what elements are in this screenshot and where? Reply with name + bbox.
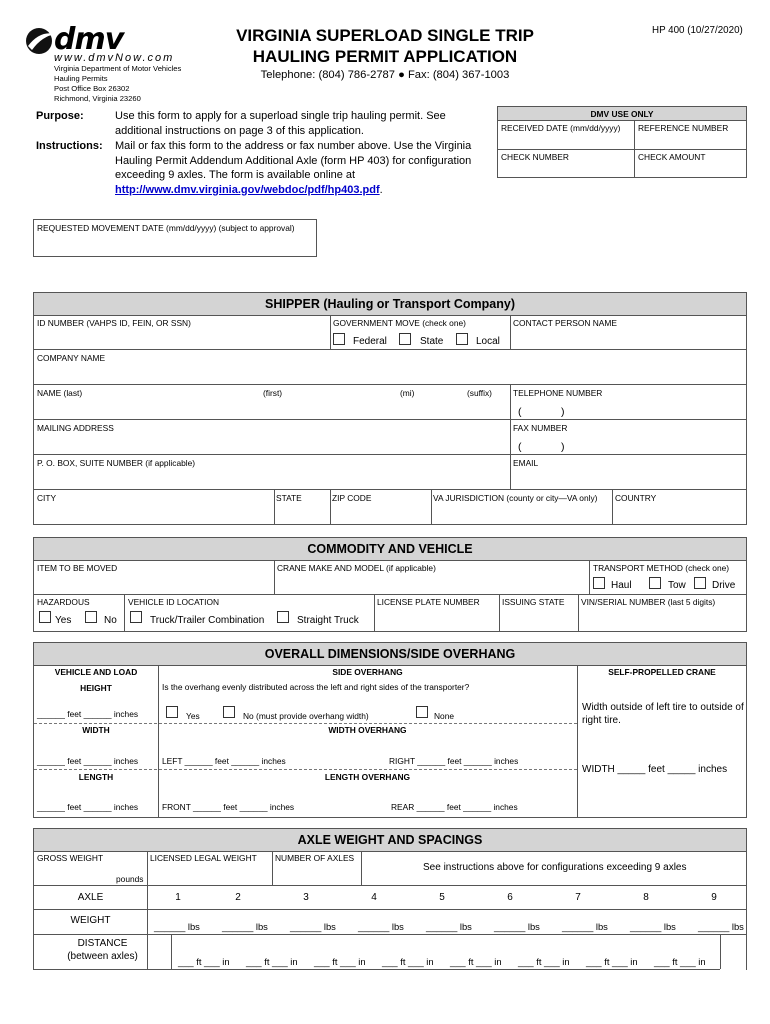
hazardous-yes-checkbox[interactable]	[39, 611, 51, 623]
contact-phone-fax: Telephone: (804) 786-2787 ● Fax: (804) 367-1003	[260, 69, 510, 81]
crane-make-model-field[interactable]: CRANE MAKE AND MODEL (if applicable)	[277, 563, 436, 573]
fax-paren-close: )	[561, 441, 565, 453]
hazardous-yes-label: Yes	[55, 615, 72, 626]
crane-width-desc-line2: right tire.	[582, 715, 621, 726]
state-field[interactable]: STATE	[276, 493, 302, 503]
axle-row-label: AXLE	[77, 892, 104, 903]
axle-distance-entry[interactable]: ___ ft ___ in	[654, 956, 706, 967]
form-title	[200, 25, 570, 67]
overhang-yes-checkbox[interactable]	[166, 706, 178, 718]
axle-section-title: AXLE WEIGHT AND SPACINGS	[33, 828, 747, 852]
city-field[interactable]: CITY	[37, 493, 57, 503]
purpose-line2: additional instructions on page 3 of this application.	[115, 124, 364, 137]
distance-label-line2: (between axles)	[67, 951, 138, 962]
front-overhang-entry[interactable]: FRONT ______ feet ______ inches	[162, 802, 295, 812]
truck-trailer-checkbox[interactable]	[130, 611, 142, 623]
check-amount-field[interactable]: CHECK AMOUNT	[638, 152, 706, 162]
hp403-link[interactable]: http://www.dmv.virginia.gov/webdoc/pdf/hp403.pdf	[115, 183, 380, 196]
va-jurisdiction-field[interactable]: VA JURISDICTION (county or city—VA only)	[433, 493, 598, 503]
dmv-swoosh-icon	[24, 26, 58, 56]
overhang-no-checkbox[interactable]	[223, 706, 235, 718]
self-propelled-crane-label: SELF-PROPELLED CRANE	[608, 667, 716, 677]
haul-checkbox[interactable]	[593, 577, 605, 589]
purpose-text	[115, 109, 446, 138]
dmv-logo-text: dmv	[54, 22, 124, 57]
license-plate-field[interactable]: LICENSE PLATE NUMBER	[377, 597, 480, 607]
transport-method-label: TRANSPORT METHOD (check one)	[593, 563, 730, 573]
name-first-field[interactable]: (first)	[263, 388, 283, 398]
tow-label: Tow	[668, 580, 686, 591]
axle-number: 1	[175, 892, 181, 903]
local-checkbox[interactable]	[456, 333, 468, 345]
axle-weight-entry[interactable]: ______ lbs	[562, 921, 608, 932]
state-label: State	[420, 336, 444, 347]
instructions-text	[115, 139, 471, 197]
vin-serial-field[interactable]: VIN/SERIAL NUMBER (last 5 digits)	[581, 597, 716, 607]
length-overhang-label: LENGTH OVERHANG	[324, 772, 411, 782]
form-title-line1: VIRGINIA SUPERLOAD SINGLE TRIP	[236, 26, 534, 45]
crane-width-description	[582, 701, 744, 727]
width-label: WIDTH	[82, 725, 110, 735]
length-entry[interactable]: ______ feet ______ inches	[37, 802, 139, 812]
id-number-field[interactable]: ID NUMBER (VAHPS ID, FEIN, OR SSN)	[37, 318, 191, 328]
distance-row-label	[34, 937, 171, 963]
drive-checkbox[interactable]	[694, 577, 706, 589]
telephone-field[interactable]: TELEPHONE NUMBER	[513, 388, 603, 398]
name-suffix-field[interactable]: (suffix)	[467, 388, 492, 398]
pobox-field[interactable]: P. O. BOX, SUITE NUMBER (if applicable)	[37, 458, 196, 468]
dimensions-section-title: OVERALL DIMENSIONS/SIDE OVERHANG	[33, 642, 747, 666]
zip-code-field[interactable]: ZIP CODE	[332, 493, 372, 503]
length-label: LENGTH	[78, 772, 114, 782]
axle-weight-entry[interactable]: ______ lbs	[494, 921, 540, 932]
haul-label: Haul	[611, 580, 632, 591]
axle-weight-entry[interactable]: ______ lbs	[698, 921, 744, 932]
hazardous-no-checkbox[interactable]	[85, 611, 97, 623]
straight-truck-checkbox[interactable]	[277, 611, 289, 623]
name-mi-field[interactable]: (mi)	[400, 388, 415, 398]
axle-distance-entry[interactable]: ___ ft ___ in	[178, 956, 230, 967]
axle-weight-entry[interactable]: ______ lbs	[630, 921, 676, 932]
tow-checkbox[interactable]	[649, 577, 661, 589]
overhang-yes-label: Yes	[186, 711, 200, 721]
axle-number: 9	[711, 892, 717, 903]
axle-number: 6	[507, 892, 513, 903]
agency-pobox: Post Office Box 26302	[54, 84, 130, 93]
axle-weight-entry[interactable]: ______ lbs	[358, 921, 404, 932]
axle-distance-entry[interactable]: ___ ft ___ in	[382, 956, 434, 967]
email-field[interactable]: EMAIL	[513, 458, 539, 468]
distance-label-line1: DISTANCE	[77, 938, 128, 949]
instructions-line3: exceeding 9 axles. The form is available online at	[115, 169, 356, 181]
dmv-url: www.dmvNow.com	[54, 52, 175, 64]
form-number: HP 400 (10/27/2020)	[652, 25, 743, 36]
instructions-line2: Hauling Permit Addendum Additional Axle (form HP 403) for configuration	[115, 154, 472, 167]
weight-row-label: WEIGHT	[70, 915, 111, 926]
item-to-be-moved-field[interactable]: ITEM TO BE MOVED	[37, 563, 118, 573]
axle-number: 7	[575, 892, 581, 903]
rear-overhang-entry[interactable]: REAR ______ feet ______ inches	[391, 802, 518, 812]
form-title-line2: HAULING PERMIT APPLICATION	[252, 47, 518, 66]
requested-movement-label: REQUESTED MOVEMENT DATE (mm/dd/yyyy) (subject to approval)	[37, 223, 295, 233]
axle-weight-entry[interactable]: ______ lbs	[222, 921, 268, 932]
licensed-legal-weight-field[interactable]: LICENSED LEGAL WEIGHT	[150, 853, 257, 863]
received-date-field[interactable]: RECEIVED DATE (mm/dd/yyyy)	[501, 123, 621, 133]
overhang-none-checkbox[interactable]	[416, 706, 428, 718]
axle-number: 5	[439, 892, 445, 903]
crane-width-entry[interactable]: WIDTH _____ feet _____ inches	[582, 764, 728, 775]
agency-city: Richmond, Virginia 23260	[54, 94, 141, 103]
federal-label: Federal	[353, 336, 387, 347]
straight-truck-label: Straight Truck	[297, 615, 359, 626]
mailing-address-field[interactable]: MAILING ADDRESS	[37, 423, 114, 433]
hazardous-label: HAZARDOUS	[37, 597, 90, 607]
agency-name: Virginia Department of Motor Vehicles	[54, 64, 182, 73]
telephone-paren-open: (	[518, 406, 522, 418]
purpose-label: Purpose:	[36, 110, 84, 122]
left-overhang-entry[interactable]: LEFT ______ feet ______ inches	[162, 756, 286, 766]
axle-distance-entry[interactable]: ___ ft ___ in	[518, 956, 570, 967]
side-overhang-label: SIDE OVERHANG	[332, 667, 403, 677]
link-period: .	[379, 183, 383, 196]
agency-address	[54, 64, 181, 104]
axle-number: 8	[643, 892, 649, 903]
check-number-field[interactable]: CHECK NUMBER	[501, 152, 569, 162]
state-checkbox[interactable]	[399, 333, 411, 345]
gov-move-label: GOVERNMENT MOVE (check one)	[333, 318, 466, 328]
contact-person-field[interactable]: CONTACT PERSON NAME	[513, 318, 617, 328]
agency-dept: Hauling Permits	[54, 74, 108, 83]
right-overhang-entry[interactable]: RIGHT ______ feet ______ inches	[389, 756, 519, 766]
instructions-line1: Mail or fax this form to the address or fax number above. Use the Virginia	[115, 140, 472, 152]
local-label: Local	[476, 336, 500, 347]
axle-distance-entry[interactable]: ___ ft ___ in	[586, 956, 638, 967]
hazardous-no-label: No	[104, 615, 117, 626]
instructions-label: Instructions:	[36, 140, 103, 152]
vehicle-id-location-label: VEHICLE ID LOCATION	[128, 597, 220, 607]
height-entry[interactable]: ______ feet ______ inches	[37, 709, 139, 719]
axle-number: 2	[235, 892, 241, 903]
issuing-state-field[interactable]: ISSUING STATE	[502, 597, 565, 607]
axle-number: 4	[371, 892, 377, 903]
width-overhang-label: WIDTH OVERHANG	[328, 725, 407, 735]
axle-weight-entry[interactable]: ______ lbs	[426, 921, 472, 932]
crane-width-desc-line1: Width outside of left tire to outside of	[582, 702, 744, 713]
gross-weight-field[interactable]: GROSS WEIGHT	[37, 853, 104, 863]
drive-label: Drive	[712, 580, 736, 591]
reference-number-field[interactable]: REFERENCE NUMBER	[638, 123, 729, 133]
telephone-paren-close: )	[561, 406, 565, 418]
dmv-use-only-title: DMV USE ONLY	[498, 107, 746, 121]
axle-distance-entry[interactable]: ___ ft ___ in	[246, 956, 298, 967]
overhang-no-label: No (must provide overhang width)	[243, 711, 369, 721]
see-instructions-note: See instructions above for configurations exceeding 9 axles	[423, 862, 687, 873]
truck-trailer-label: Truck/Trailer Combination	[150, 615, 265, 626]
company-name-field[interactable]: COMPANY NAME	[37, 353, 106, 363]
axle-number: 3	[303, 892, 309, 903]
axle-distance-entry[interactable]: ___ ft ___ in	[450, 956, 502, 967]
country-field[interactable]: COUNTRY	[615, 493, 657, 503]
height-label: HEIGHT	[80, 683, 112, 693]
axle-distance-entry[interactable]: ___ ft ___ in	[314, 956, 366, 967]
commodity-section-title: COMMODITY AND VEHICLE	[33, 537, 747, 561]
number-of-axles-field[interactable]: NUMBER OF AXLES	[275, 853, 355, 863]
dmv-use-only-box	[497, 106, 747, 178]
federal-checkbox[interactable]	[333, 333, 345, 345]
requested-movement-date-field[interactable]	[33, 219, 317, 257]
evenly-distributed-question: Is the overhang evenly distributed across the left and right sides of the transporter?	[162, 682, 470, 692]
fax-paren-open: (	[518, 441, 522, 453]
shipper-section-title: SHIPPER (Hauling or Transport Company)	[33, 292, 747, 316]
purpose-line1: Use this form to apply for a superload single trip hauling permit. See	[115, 110, 446, 122]
axle-weight-entry[interactable]: ______ lbs	[290, 921, 336, 932]
overhang-none-label: None	[434, 711, 455, 721]
width-entry[interactable]: ______ feet ______ inches	[37, 756, 139, 766]
pounds-unit: pounds	[116, 874, 144, 884]
vehicle-and-load-label: VEHICLE AND LOAD	[54, 667, 138, 677]
axle-weight-entry[interactable]: ______ lbs	[154, 921, 200, 932]
name-last-field[interactable]: NAME (last)	[37, 388, 83, 398]
fax-number-field[interactable]: FAX NUMBER	[513, 423, 568, 433]
